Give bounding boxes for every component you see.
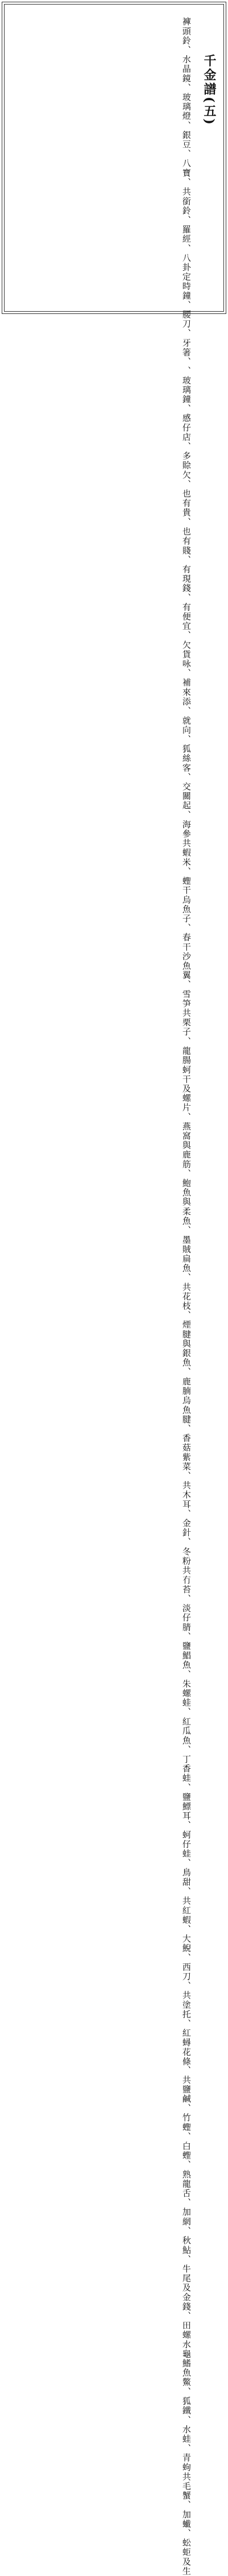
text-column: 共冇苔、淡仔腈、鹽鯧魚、朱螺蛙、紅 [181, 1565, 192, 1726]
text-column: 褲頭鈴、水晶鏡、玻璃燈、銀豆、八寶、 [181, 17, 192, 187]
text-column: 有賤、有現錢、有便宜、欠貨咏、補來添 [181, 536, 192, 706]
text-column: 腸蚵干及螺片、燕窩與鹿筋、鮑魚與柔魚 [181, 1056, 192, 1226]
text-column: 共銜鈴、羅經、八卦定時鐘、腰刀、牙箸、 [181, 187, 192, 367]
text-column: 、玻璃鐘、感仔店、多賒欠、也有貴、也 [181, 366, 192, 537]
text-column: 秋鮎、牛尾及金錢、田螺水龜鰭魚鱉、狐 [181, 2236, 192, 2406]
text-column: 、就向、狐絲客、交關起、海參共蝦米、蟶 [181, 706, 192, 886]
text-column: 、墨賊扁魚、共花枝、煙腱與銀魚、鹿腩 [181, 1225, 192, 1396]
document-title: 千金譜(五) [202, 54, 217, 126]
text-column: 干烏魚子、春干沙魚翼、雪笋共栗子、龍 [181, 886, 192, 1056]
text-column: 瓜魚、丁香蛙、鹽鰾耳、蚵仔蛙、鳥甜、 [181, 1726, 192, 1896]
text-column: 烏魚腱、香菇紫菜、共木耳、金針、冬粉 [181, 1395, 192, 1566]
text-column: 、共鹽鹹、竹蟶、白蟶、熟龍舌、加網、 [181, 2066, 192, 2236]
document-body [14, 17, 194, 2576]
text-column: 鐵、水蛙、青蚼共毛蟹、加蠘、蚣蚷及生 [181, 2405, 192, 2576]
text-column: 共紅蝦、大鯢、西刀、共塗托、紅蟳花條 [181, 1896, 192, 2066]
